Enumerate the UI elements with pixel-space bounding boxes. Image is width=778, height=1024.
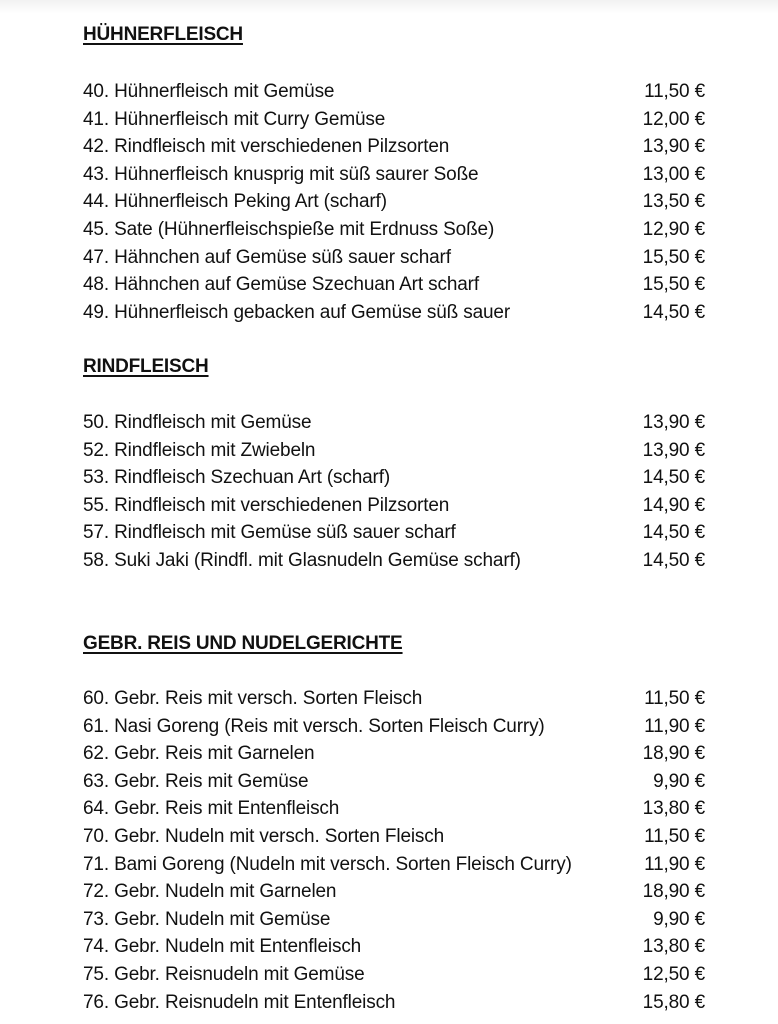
item-price: 13,90 € — [642, 136, 705, 158]
item-price: 11,50 € — [644, 81, 705, 102]
item-price: 9,90 € — [653, 908, 705, 930]
item-price: 13,50 € — [642, 191, 705, 213]
item-name: 41. Hühnerfleisch mit Curry Gemüse — [83, 108, 386, 130]
item-price: 18,90 € — [642, 881, 705, 903]
section-heading: HÜHNERFLEISCH — [83, 24, 243, 45]
item-price: 12,90 € — [642, 218, 705, 240]
item-name: 60. Gebr. Reis mit versch. Sorten Fleisch — [83, 688, 423, 709]
item-name: 58. Suki Jaki (Rindfl. mit Glasnudeln Gemüse scharf) — [83, 549, 521, 571]
item-price: 14,50 € — [642, 467, 705, 489]
item-price: 12,50 € — [642, 963, 705, 985]
item-price: 18,90 € — [642, 743, 705, 765]
item-name: 75. Gebr. Reisnudeln mit Gemüse — [83, 963, 365, 985]
item-name: 74. Gebr. Nudeln mit Entenfleisch — [83, 936, 362, 958]
item-name: 45. Sate (Hühnerfleischspieße mit Erdnuss Soße) — [83, 218, 495, 240]
item-price: 12,00 € — [642, 108, 705, 130]
item-price: 13,90 € — [642, 412, 705, 433]
item-name: 53. Rindfleisch Szechuan Art (scharf) — [83, 467, 391, 489]
item-price: 15,50 € — [642, 246, 705, 268]
item-name: 62. Gebr. Reis mit Garnelen — [83, 743, 315, 765]
item-name: 50. Rindfleisch mit Gemüse — [83, 412, 312, 433]
item-name: 55. Rindfleisch mit verschiedenen Pilzsorten — [83, 494, 450, 516]
item-price: 13,80 € — [642, 936, 705, 958]
item-name: 64. Gebr. Reis mit Entenfleisch — [83, 798, 340, 820]
item-price: 13,90 € — [642, 439, 705, 461]
item-name: 57. Rindfleisch mit Gemüse süß sauer scharf — [83, 522, 456, 544]
item-name: 40. Hühnerfleisch mit Gemüse — [83, 81, 335, 102]
item-name: 48. Hähnchen auf Gemüse Szechuan Art scharf — [83, 274, 479, 296]
item-name: 73. Gebr. Nudeln mit Gemüse — [83, 908, 331, 930]
section-reis-nudelgerichte — [83, 632, 723, 1013]
item-name: 63. Gebr. Reis mit Gemüse — [83, 770, 309, 792]
item-price: 14,90 € — [642, 494, 705, 516]
item-price: 14,50 € — [642, 522, 705, 544]
item-name: 44. Hühnerfleisch Peking Art (scharf) — [83, 191, 387, 213]
item-price: 11,90 € — [644, 715, 705, 737]
item-price: 15,80 € — [642, 991, 705, 1013]
item-price: 11,50 € — [644, 688, 705, 709]
item-name: 61. Nasi Goreng (Reis mit versch. Sorten Fleisch Curry) — [83, 715, 545, 737]
item-price: 13,00 € — [642, 163, 705, 185]
item-price: 11,90 € — [644, 853, 705, 875]
item-price: 14,50 € — [642, 301, 705, 323]
section-heading: RINDFLEISCH — [83, 356, 209, 377]
item-name: 43. Hühnerfleisch knusprig mit süß saurer Soße — [83, 163, 479, 185]
item-name: 72. Gebr. Nudeln mit Garnelen — [83, 881, 337, 903]
item-name: 47. Hähnchen auf Gemüse süß sauer scharf — [83, 246, 451, 268]
item-price: 14,50 € — [642, 549, 705, 571]
item-price: 11,50 € — [644, 825, 705, 847]
item-name: 52. Rindfleisch mit Zwiebeln — [83, 439, 316, 461]
item-name: 49. Hühnerfleisch gebacken auf Gemüse süß sauer — [83, 301, 511, 323]
section-rindfleisch — [83, 355, 723, 571]
section-heading: GEBR. REIS UND NUDELGERICHTE — [83, 633, 403, 654]
item-name: 70. Gebr. Nudeln mit versch. Sorten Fleisch — [83, 825, 445, 847]
item-price: 9,90 € — [653, 770, 705, 792]
section-huehnerfleisch — [83, 23, 723, 323]
item-name: 71. Bami Goreng (Nudeln mit versch. Sorten Fleisch Curry) — [83, 853, 572, 875]
item-name: 42. Rindfleisch mit verschiedenen Pilzsorten — [83, 136, 450, 158]
item-price: 13,80 € — [642, 798, 705, 820]
item-name: 76. Gebr. Reisnudeln mit Entenfleisch — [83, 991, 396, 1013]
item-price: 15,50 € — [642, 274, 705, 296]
